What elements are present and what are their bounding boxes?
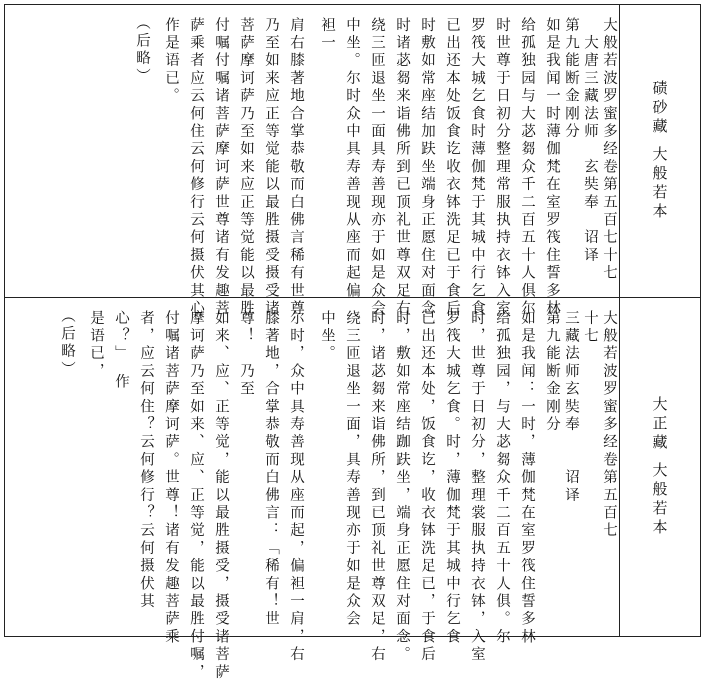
taisho-label-cell [620,298,700,636]
text-column: 尔时，众中具寿善现从座而起，偏袒一肩，右 [288,310,304,664]
text-column: 绕三匝退坐一面，具寿善现亦于如是众会 [344,310,360,629]
text-column: 乃至如来应正等觉能以最胜摄受摄受诸 [263,17,279,318]
text-column: 给孤独园与大苾芻众千二百五十人俱尔 [519,17,535,318]
text-column: 萨乘者应云何住云何修行云何摄伏其心 [188,17,204,318]
text-column: 摩诃萨乃至如来、应、正等觉，能以最胜付嘱， [188,310,204,682]
qisha-label-cell [620,5,700,297]
text-column: 时诸苾芻来诣佛所到已顶礼世尊双足右 [394,17,410,318]
text-column: 是语已， [88,310,104,381]
text-column: 三藏法师玄奘奉 诏译 [563,310,579,505]
text-column: 时，世尊于日初分，整理裳服执持衣钵，入室 [469,310,485,664]
text-column: 作是语已。 [163,17,179,106]
omission-note: （后略） [134,15,150,86]
taisho-text-cell [5,298,619,682]
text-column: 膝著地，合掌恭敬而白佛言：「稀有！世 [263,310,279,629]
text-column: 罗筏大城乞食。时，薄伽梵于其城中行乞食 [444,310,460,647]
text-column: 付嘱诸菩萨摩诃萨。世尊！诸有发趣菩萨乘 [163,310,179,647]
text-column: 罗筏大城乞食时薄伽梵于其城中行乞食 [469,17,485,318]
text-column: 第九能断金刚分 [563,17,579,141]
text-column: 大般若波罗蜜多经卷第五百七十七 [601,17,617,283]
text-column: 时敷如常座结加趺坐端身正愿住对面念 [419,17,435,318]
edition-label: 大正藏 大般若本 [650,396,669,538]
text-column: 者，应云何住？云何修行？云何摄伏其 [138,310,154,611]
text-column: 大唐三藏法师 玄奘奉 诏译 [582,17,598,265]
text-column: 如是我闻一时薄伽梵在室罗筏住誓多林 [544,17,560,318]
text-column: 肩右膝著地合掌恭敬而白佛言稀有世尊 [288,17,304,318]
text-column: 菩萨摩诃萨乃至如来应正等觉能以最胜 [238,17,254,318]
text-column: 袒一 [319,17,335,53]
text-column: 付嘱付嘱诸菩萨摩诃萨世尊诸有发趣菩 [213,17,229,318]
text-column: 心？」 作 [113,310,129,392]
text-column: 时，诸苾芻来诣佛所，到已顶礼世尊双足，右 [369,310,385,664]
text-column: 如来、应、正等觉，能以最胜摄受，摄受诸菩萨 [213,310,229,682]
text-column: 第九能断金刚分 [544,310,560,434]
text-column: 绕三匝退坐一面具寿善现亦于如是众会 [369,17,385,318]
text-column: 给孤独园，与大苾芻众千二百五十人俱。尔 [494,310,510,647]
text-column: 大般若波罗蜜多经卷第五百七 [601,310,617,541]
text-column: 时，敷如常座结跏趺坐，端身正愿住对面念。 [394,310,410,664]
omission-note: （后略） [59,308,75,379]
text-column: 已出还本处饭食讫收衣钵洗足已于食后 [444,17,460,318]
text-column: 中坐。尔时众中具寿善现从座而起偏 [344,17,360,301]
text-column: 时世尊于日初分整理常服执持衣钵入室 [494,17,510,318]
text-column: 已出还本处，饭食讫，收衣钵洗足已，于食后 [419,310,435,664]
qisha-text-cell [5,5,619,318]
text-column: 如是我闻：一时，薄伽梵在室罗筏住誓多林 [519,310,535,647]
edition-label: 碛砂藏 大般若本 [650,80,669,222]
text-column: 中坐。 [319,310,335,364]
text-column: 尊！ 乃至 [238,310,254,399]
text-column: 十七 [582,310,598,346]
